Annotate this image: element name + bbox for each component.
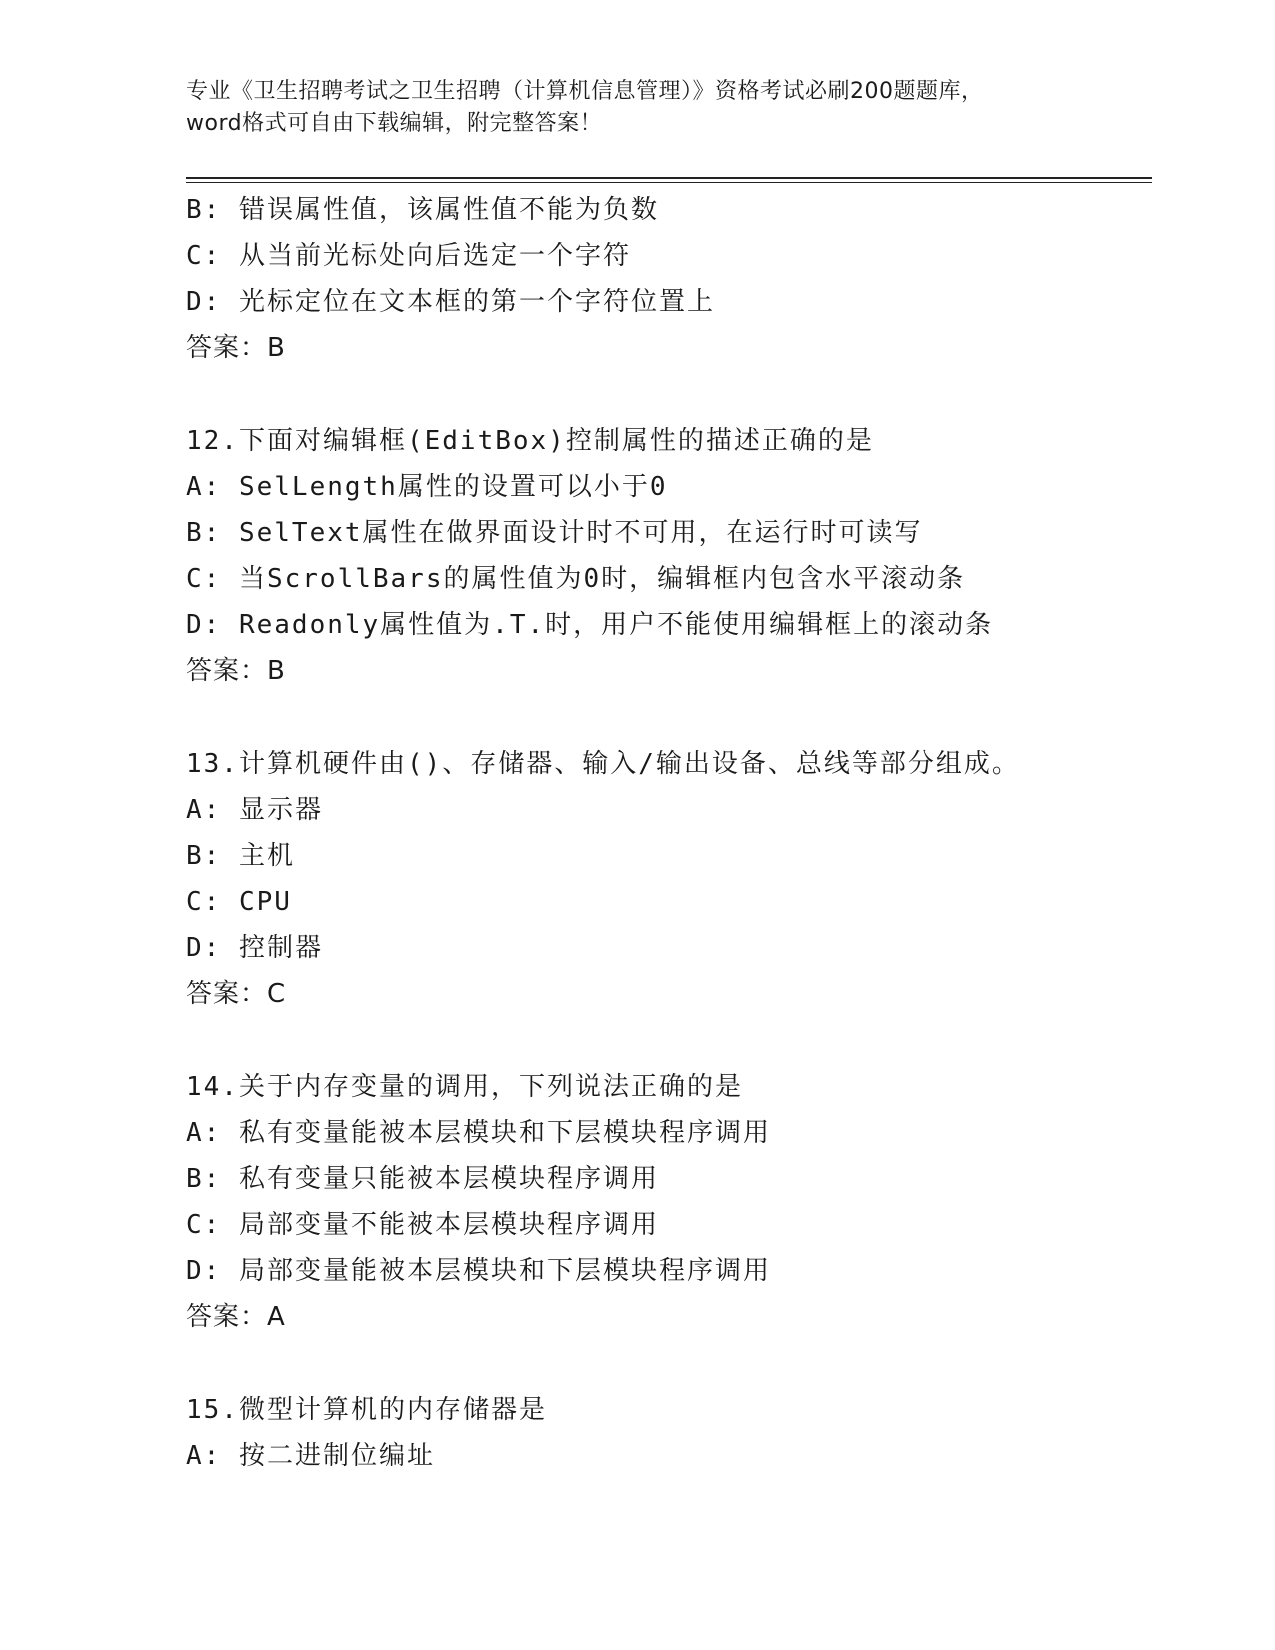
option-d: D: 局部变量能被本层模块和下层模块程序调用 xyxy=(186,1256,771,1286)
question-text: 12.下面对编辑框(EditBox)控制属性的描述正确的是 xyxy=(186,426,874,456)
option-a: A: 私有变量能被本层模块和下层模块程序调用 xyxy=(186,1118,771,1148)
spacer xyxy=(186,1017,1146,1064)
header-title-line-2: word格式可自由下载编辑，附完整答案！ xyxy=(186,111,603,136)
answer-line: 答案：B xyxy=(186,656,286,686)
spacer xyxy=(186,1340,1146,1387)
question-text: 15.微型计算机的内存储器是 xyxy=(186,1395,547,1425)
question-12 xyxy=(186,418,1146,694)
answer-line: 答案：B xyxy=(186,333,286,363)
question-13 xyxy=(186,741,1146,1017)
question-text: 13.计算机硬件由()、存储器、输入/输出设备、总线等部分组成。 xyxy=(186,749,1020,779)
header-title-line-1: 专业《卫生招聘考试之卫生招聘（计算机信息管理）》资格考试必刷200题题库， xyxy=(186,79,984,104)
header-divider-thin xyxy=(186,182,1152,183)
option-a: A: 按二进制位编址 xyxy=(186,1441,435,1471)
question-15 xyxy=(186,1387,1146,1479)
option-c: C: 从当前光标处向后选定一个字符 xyxy=(186,241,631,271)
option-c: C: 局部变量不能被本层模块程序调用 xyxy=(186,1210,659,1240)
document-header xyxy=(186,76,1106,140)
option-b: B: 私有变量只能被本层模块程序调用 xyxy=(186,1164,659,1194)
question-fragment xyxy=(186,187,1146,371)
option-b: B: SelText属性在做界面设计时不可用，在运行时可读写 xyxy=(186,518,923,548)
option-c: C: CPU xyxy=(186,887,292,917)
spacer xyxy=(186,694,1146,741)
option-c: C: 当ScrollBars的属性值为0时，编辑框内包含水平滚动条 xyxy=(186,564,966,594)
option-a: A: SelLength属性的设置可以小于0 xyxy=(186,472,668,502)
option-d: D: 控制器 xyxy=(186,933,323,963)
question-list xyxy=(186,187,1146,1479)
option-b: B: 错误属性值，该属性值不能为负数 xyxy=(186,195,659,225)
question-text: 14.关于内存变量的调用，下列说法正确的是 xyxy=(186,1072,743,1102)
header-divider-thick xyxy=(186,177,1152,179)
option-d: D: Readonly属性值为.T.时，用户不能使用编辑框上的滚动条 xyxy=(186,610,994,640)
spacer xyxy=(186,371,1146,418)
answer-line: 答案：A xyxy=(186,1302,286,1332)
option-d: D: 光标定位在文本框的第一个字符位置上 xyxy=(186,287,715,317)
option-b: B: 主机 xyxy=(186,841,295,871)
question-14 xyxy=(186,1064,1146,1340)
option-a: A: 显示器 xyxy=(186,795,323,825)
answer-line: 答案：C xyxy=(186,979,287,1009)
